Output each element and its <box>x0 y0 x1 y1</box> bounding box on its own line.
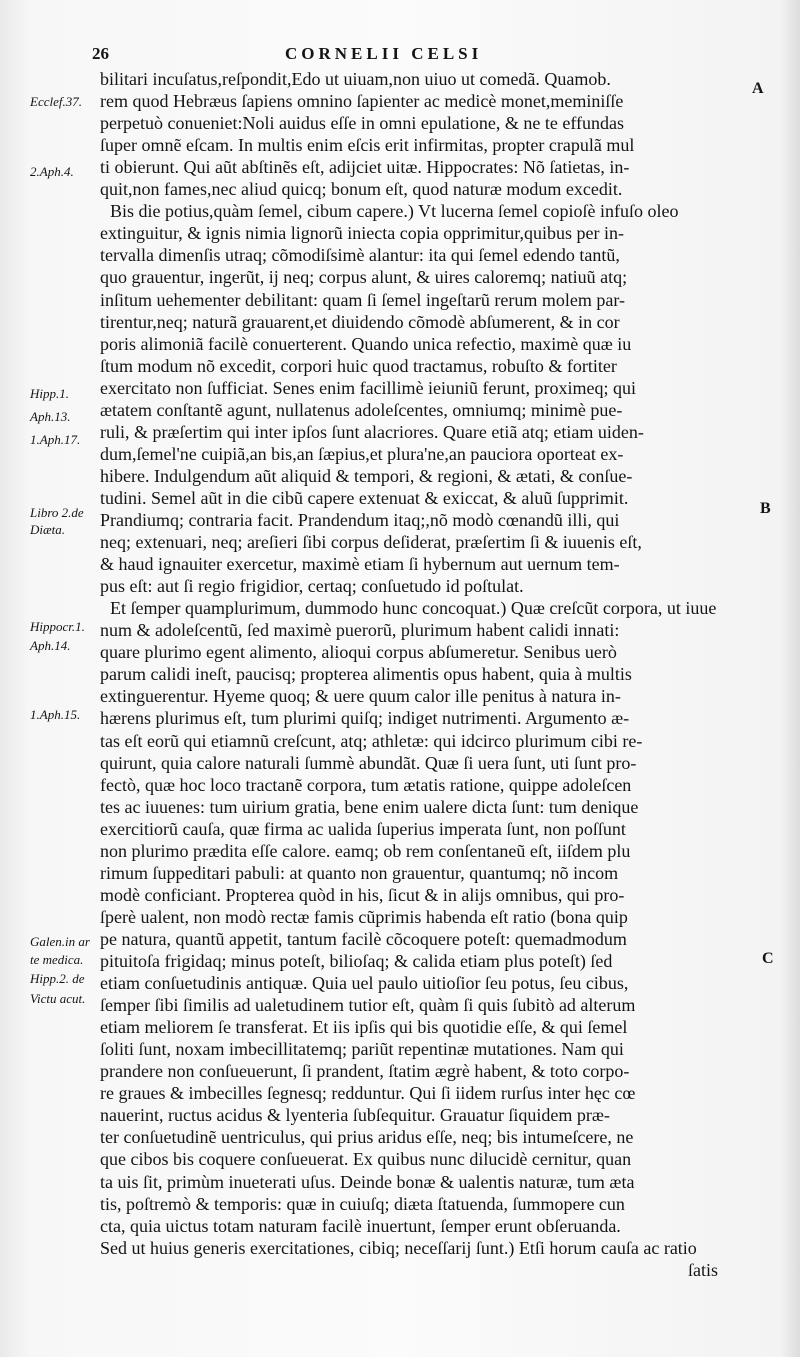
text-line: hærens plurimus eſt, tum plurimi quiſq; indiget nutrimenti. Argumento æ- <box>100 708 630 728</box>
margin-note: Galen.in ar <box>30 934 90 949</box>
text-line: & haud ignauiter exercetur, maximè etiam ſi hybernum aut uernum tem- <box>100 554 620 574</box>
text-line: ætatem conſtantẽ agunt, nullatenus adoleſcentes, omniumq; minimè pue- <box>100 400 623 420</box>
margin-note: Hipp.1. <box>30 386 69 401</box>
text-line: num & adoleſcentũ, ſed maximè puerorũ, plurimum habent calidi innati: <box>100 620 620 640</box>
text-line: Bis die potius,quàm ſemel, cibum capere.) Vt lucerna ſemel copioſè infuſo oleo <box>110 201 679 221</box>
text-line: etiam conſuetudinis antiquæ. Quia uel paulo uitioſior ſeu potus, ſeu cibus, <box>100 973 629 993</box>
margin-letter-c: C <box>762 950 774 967</box>
text-line: poris alimoniã facilè conuerterent. Quando unica refectio, maximè quæ iu <box>100 334 632 354</box>
text-line: modè conficiant. Propterea quòd in his, ſicut & in alijs omnibus, qui pro- <box>100 885 625 905</box>
text-line: prandere non conſueuerunt, ſi prandent, ſtatim ægrè habent, & toto corpo- <box>100 1061 630 1081</box>
margin-note: Victu acut. <box>30 991 86 1006</box>
text-line: nauerint, ructus acidus & lyenteria ſubſequitur. Grauatur ſiquidem præ- <box>100 1105 610 1125</box>
page-header <box>0 44 800 70</box>
margin-note: Libro 2.de <box>30 505 84 520</box>
text-line: extinguitur, & ignis nimia lignorũ iniecta copia opprimitur,quibus per in- <box>100 223 624 243</box>
margin-letter-a: A <box>752 80 764 97</box>
text-line: dum,ſemel'ne cuipiã,an bis,an ſæpius,et plura'ne,an pauciora oporteat ex- <box>100 444 624 464</box>
text-line: ſperè ualent, non modò rectæ famis cũprimis habenda eſt ratio (bona quip <box>100 907 628 927</box>
text-line: cta, quia uictus totam naturam facilè inuertunt, ſemper erunt obſeruanda. <box>100 1216 621 1236</box>
margin-note: te medica. <box>30 952 84 967</box>
running-head: CORNELII CELSI <box>285 44 483 63</box>
text-line: tirentur,neq; naturã grauarent,et diuidendo cõmodè abſumerent, & in cor <box>100 312 620 332</box>
margin-note: Aph.13. <box>30 409 71 424</box>
text-line: ſoliti ſunt, noxam imbecillitatemq; pariũt repentinæ mutationes. Nam qui <box>100 1039 624 1059</box>
margin-note: 1.Aph.17. <box>30 432 81 447</box>
text-line: Prandiumq; contraria facit. Prandendum itaq;,nõ modò cœnandũ illi, qui <box>100 510 620 530</box>
text-line: pus eſt: aut ſi regio frigidior, certaq; conſuetudo id poſtulat. <box>100 576 524 596</box>
margin-note: Diæta. <box>30 522 66 537</box>
text-line: quit,non fames,nec aliud quicq; bonum eſt, quod naturæ modum excedit. <box>100 179 623 199</box>
text-line: ſemper ſibi ſimilis ad ualetudinem tutior eſt, quàm ſi quis ſubitò ad alterum <box>100 995 636 1015</box>
text-line: tervalla dimenſis utraq; cõmodiſsimè alantur: ita qui ſemel edendo tantũ, <box>100 245 620 265</box>
text-line: re graues & imbecilles ſegnesq; redduntur. Qui ſi iidem rurſus inter hęc cœ <box>100 1083 636 1103</box>
text-line: tes ac iuuenes: tum uirium gratia, bene enim ualere dicta ſunt: tum denique <box>100 797 639 817</box>
text-line: neq; extenuari, neq; areſieri ſibi corpus deſiderat, præſertim ſi & iuuenis eſt, <box>100 532 642 552</box>
page-number: 26 <box>92 44 109 63</box>
text-line: ta uis ſit, primùm inueterati uſus. Deinde bonæ & ualentis naturæ, tum æta <box>100 1172 635 1192</box>
text-line: perpetuò conueniet:Noli auidus eſſe in omni epulatione, & ne te effundas <box>100 113 625 133</box>
margin-note: 1.Aph.15. <box>30 707 81 722</box>
text-line: pe natura, quantũ appetit, tantum facilè cõcoquere poteſt: quemadmodum <box>100 929 627 949</box>
margin-note: Hipp.2. de <box>30 971 85 986</box>
text-line: ſtum modum nõ excedit, corpori huic quod tractamus, robuſto & fortiter <box>100 356 617 376</box>
text-line: quirunt, quia calore naturali ſummè abundãt. Quæ ſi uera ſunt, uti ſunt pro- <box>100 753 637 773</box>
text-line: Et ſemper quamplurimum, dummodo hunc concoquat.) Quæ creſcũt corpora, ut iuue <box>110 598 717 618</box>
text-line: que cibos bis coquere conſueuerat. Ex quibus nunc dilucidè cernitur, quan <box>100 1149 632 1169</box>
text-line: ruli, & præſertim qui inter ipſos ſunt alacriores. Quare etiã atq; etiam uiden- <box>100 422 644 442</box>
text-line: etiam meliorem ſe transferat. Et iis ipſis qui bis quotidie eſſe, & qui ſemel <box>100 1017 628 1037</box>
text-line: tas eſt eorũ qui etiamnũ creſcunt, atq; athletæ: qui idcirco plurimum cibi re- <box>100 731 643 751</box>
text-line: rem quod Hebræus ſapiens omnino ſapienter ac medicè monet,meminiſſe <box>100 91 624 111</box>
margin-letter-b: B <box>760 500 771 517</box>
text-line: parum calidi ineſt, paucisq; propterea alimentis opus habent, quia à multis <box>100 664 632 684</box>
margin-note: Aph.14. <box>30 638 71 653</box>
text-line: exercitato non ſufficiat. Senes enim facillimè ieiuniũ ferunt, proximeq; qui <box>100 378 637 398</box>
text-line: fectò, quæ hoc loco tractanẽ corpora, tum ætatis ratione, quippe adoleſcen <box>100 775 632 795</box>
margin-note: 2.Aph.4. <box>30 164 74 179</box>
text-line: rimum ſuppeditari pabuli: at quanto non grauentur, quantumq; nõ incom <box>100 863 619 883</box>
text-line: extinguerentur. Hyeme quoq; & uere quum calor ille penitus à natura in- <box>100 686 621 706</box>
margin-note: Hippocr.1. <box>30 619 85 634</box>
text-line: quo grauentur, ingerũt, ij neq; corpus alunt, & uires caloremq; natiuũ atq; <box>100 267 628 287</box>
text-line: bilitari incuſatus,reſpondit,Edo ut uiuam,non uiuo ut comedã. Quamob. <box>100 69 611 89</box>
text-line: ſatis <box>688 1260 718 1280</box>
text-line: exercitiorũ cauſa, quæ firma ac ualida ſuperius imperata ſunt, non poſſunt <box>100 819 626 839</box>
text-line: quare plurimo egent alimento, alioqui corpus abſumeretur. Senibus uerò <box>100 642 617 662</box>
text-line: hibere. Indulgendum aũt aliquid & tempori, & regioni, & ætati, & conſue- <box>100 466 633 486</box>
text-line: Sed ut huius generis exercitationes, cibiq; neceſſarij ſunt.) Etſi horum cauſa ac ratio <box>100 1238 697 1258</box>
text-line: ti obierunt. Qui aũt abſtinẽs eſt, adijciet uitæ. Hippocrates: Nõ ſatietas, in- <box>100 157 630 177</box>
text-line: inſitum uehementer debilitant: quam ſi ſemel ingeſtarũ rerum molem par- <box>100 290 625 310</box>
text-line: tis, poſtremò & temporis: quæ in cuiuſq; diæta ſtatuenda, ſummopere cun <box>100 1194 625 1214</box>
text-line: non plurimo prædita eſſe calore. eamq; ob rem conſentaneũ eſt, iiſdem plu <box>100 841 631 861</box>
text-line: pituitoſa frigidaq; minus poteſt, bilioſaq; & calida etiam plus poteſt) ſed <box>100 951 613 971</box>
text-line: ſuper omnẽ eſcam. In multis enim eſcis erit infirmitas, propter crapulã mul <box>100 135 635 155</box>
text-line: tudini. Semel aũt in die cibũ capere extenuat & exiccat, & aluũ ſupprimit. <box>100 488 629 508</box>
margin-note: Ecclef.37. <box>30 94 82 109</box>
text-line: ter conſuetudinẽ uentriculus, qui prius aridus eſſe, neq; bis intumeſcere, ne <box>100 1127 634 1147</box>
